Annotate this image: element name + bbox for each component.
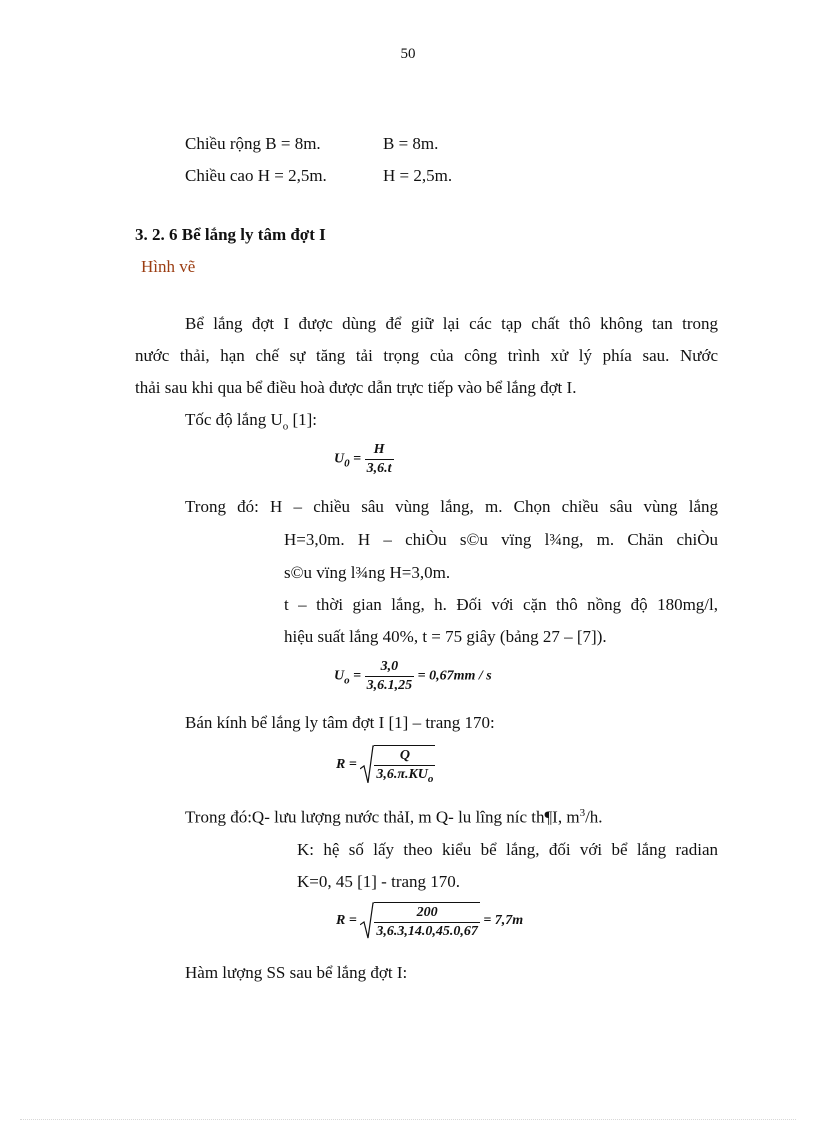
formula4-numerator: 200 <box>374 905 480 923</box>
where1-line-2: H=3,0m. H – chiÒu s©u vïng l¾ng, m. Chän chiÒu <box>284 530 718 549</box>
formula4-lhs: R = <box>336 913 357 929</box>
radical-sign-icon <box>360 745 374 785</box>
formula2-lhs-sub: o <box>344 674 350 687</box>
section-heading: 3. 2. 6 Bể lắng ly tâm đợt I <box>135 225 326 244</box>
formula4-denominator: 3,6.3,14.0,45.0,67 <box>376 924 478 939</box>
settling-speed-sub: o <box>282 420 289 433</box>
where2-line-1-sup: 3 <box>579 807 586 819</box>
formula3-numerator: Q <box>374 748 435 766</box>
formula3-fraction <box>374 748 435 785</box>
formula-radius <box>336 745 435 785</box>
formula4-fraction <box>374 905 480 940</box>
formula3-sqrt <box>360 745 435 785</box>
formula2-denominator: 3,6.1,25 <box>366 678 413 693</box>
where2-line-1-suffix: /h. <box>585 807 603 827</box>
formula4-sqrt <box>360 902 480 940</box>
where1-line-3: s©u vïng l¾ng H=3,0m. <box>284 563 451 582</box>
page-bottom-divider <box>20 1119 796 1120</box>
formula3-lhs: R = <box>336 757 357 773</box>
formula3-denominator-sub: o <box>427 772 434 785</box>
radical-sign-icon <box>360 902 374 940</box>
formula4-result: = 7,7m <box>483 913 524 929</box>
width-line: Chiều rộng B = 8m. <box>185 134 321 153</box>
formula3-radicand <box>374 745 435 785</box>
formula-settling-speed-value <box>334 659 492 694</box>
where2-line-3: K=0, 45 [1] - trang 170. <box>297 872 461 891</box>
formula1-lhs-sub: 0 <box>344 457 350 470</box>
formula3-denominator-text: 3,6.π.KU <box>376 767 428 782</box>
intro-line-2: nước thải, hạn chế sự tăng tải trọng của công trình xử lý phía sau. Nước <box>135 346 718 365</box>
equals-sign: = <box>353 668 362 684</box>
page-number: 50 <box>400 46 416 62</box>
settling-speed-text: Tốc độ lắng U <box>185 410 283 429</box>
intro-line-3: thải sau khi qua bể điều hoà được dẫn trực tiếp vào bể lắng đợt I. <box>135 378 577 397</box>
figure-label: Hình vẽ <box>141 257 196 276</box>
formula1-numerator: H <box>365 442 394 460</box>
formula2-numerator: 3,0 <box>365 659 415 677</box>
settling-speed-label <box>185 410 317 432</box>
intro-line-1: Bể lắng đợt I được dùng để giữ lại các tạp chất thô không tan trong <box>185 314 718 333</box>
formula2-fraction <box>365 659 415 694</box>
where2-line-2: K: hệ số lấy theo kiểu bể lắng, đối với bể lắng radian <box>297 840 718 859</box>
where1-line-1: Trong đó: H – chiều sâu vùng lắng, m. Chọn chiều sâu vùng lắng <box>185 497 718 516</box>
ss-label: Hàm lượng SS sau bể lắng đợt I: <box>185 963 408 982</box>
radius-label: Bán kính bể lắng ly tâm đợt I [1] – trang 170: <box>185 713 495 732</box>
formula2-lhs: U <box>334 668 345 684</box>
where2-line-1-text: Trong đó:Q- lưu lượng nước thảI, m Q- lu lîng níc th¶I, m <box>185 807 580 827</box>
where1-line-5: hiệu suất lắng 40%, t = 75 giây (bảng 27 – [7]). <box>284 627 607 646</box>
where1-line-4: t – thời gian lắng, h. Đối với cặn thô nồng độ 180mg/l, <box>284 595 718 614</box>
formula1-fraction <box>365 442 394 477</box>
equals-sign: = <box>353 451 362 467</box>
formula1-lhs: U <box>334 451 345 467</box>
height-value: H = 2,5m. <box>383 166 453 185</box>
settling-speed-ref: [1]: <box>288 410 318 429</box>
formula3-denominator <box>374 766 435 785</box>
formula-settling-speed <box>334 442 394 477</box>
formula2-result: = 0,67mm / s <box>417 668 492 684</box>
where2-line-1 <box>185 807 603 828</box>
formula4-radicand <box>374 902 480 940</box>
formula-radius-value <box>336 902 523 940</box>
width-value: B = 8m. <box>383 134 439 153</box>
formula1-denominator: 3,6.t <box>366 461 392 476</box>
height-line: Chiều cao H = 2,5m. <box>185 166 327 185</box>
